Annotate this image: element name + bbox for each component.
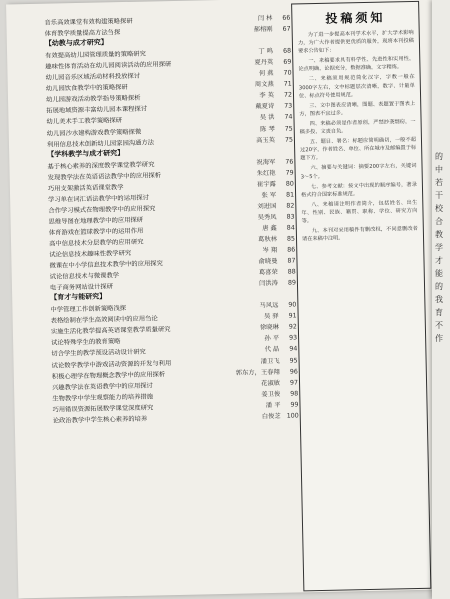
toc-entry-author: 李 英 bbox=[259, 92, 275, 100]
toc-entry-author: 潘 平 bbox=[265, 401, 281, 409]
toc-entry-title: 实施生活化教学提高英语课堂教学质量研究 bbox=[50, 326, 171, 336]
toc-entry-page: 90 bbox=[288, 301, 297, 309]
notice-paragraph: 三、文中图表应清晰，图题、表题置于图表上方，图表不宜过多。 bbox=[299, 100, 416, 118]
toc-entry-page: 96 bbox=[289, 367, 298, 376]
toc-section-heading: 【学科教学与成才研究】 bbox=[47, 148, 125, 159]
toc-entry-title: 体育游戏在篮球教学中的运用作用 bbox=[48, 227, 144, 237]
toc-entry-title: 高中信息技术分层教学的应用研究 bbox=[49, 238, 144, 248]
toc-entry-title: 基于核心素养的深度教学课堂教学研究 bbox=[47, 161, 155, 171]
toc-entry-page: 88 bbox=[287, 268, 296, 276]
toc-entry-page: 75 bbox=[284, 136, 294, 144]
toc-entry-author: 岑 翔 bbox=[262, 246, 278, 255]
toc-entry-page: 87 bbox=[287, 257, 296, 265]
toc-entry-title: 利用信息技术创新幼儿园家园沟通方法 bbox=[46, 138, 155, 149]
toc-entry-title: 试论信息技术趣味性教学研究 bbox=[49, 249, 132, 259]
toc-entry-author: 崔宇露 bbox=[256, 180, 276, 189]
toc-entry-page: 68 bbox=[283, 47, 292, 55]
toc-entry-title: 趣味性体育活动在幼儿园阅读活动的应用探研 bbox=[45, 61, 172, 71]
toc-entry-author: 丁 鸣 bbox=[258, 48, 274, 56]
toc-entry-title: 论政治教学中学生核心素养的培养 bbox=[52, 415, 148, 425]
toc-entry-page: 93 bbox=[289, 334, 298, 343]
toc-entry-author: 朱红艳 bbox=[256, 169, 276, 177]
toc-entry-page: 71 bbox=[283, 80, 292, 89]
toc-entry-page: 70 bbox=[283, 69, 292, 77]
toc-entry-title: 幼儿美术手工教学策略探研 bbox=[46, 117, 123, 127]
toc-entry-title: 试论数学教学中游戏活动资源的开发与利用 bbox=[51, 359, 172, 370]
submission-notice-box bbox=[291, 1, 431, 592]
toc-entry-page: 81 bbox=[286, 191, 295, 199]
toc-entry-page: 91 bbox=[288, 312, 297, 320]
toc-entry-page: 83 bbox=[286, 213, 295, 221]
notice-paragraph: 八、来稿请注明作者简介，包括姓名、出生年、性别、民族、籍贯、职称、学位、研究方向等。 bbox=[301, 199, 418, 225]
toc-entry-author: 戴夏诗 bbox=[255, 103, 275, 111]
toc-entry-page: 86 bbox=[287, 246, 296, 254]
notice-body bbox=[293, 29, 423, 244]
toc-entry-page: 66 bbox=[282, 14, 291, 22]
toc-entry-page: 92 bbox=[288, 323, 297, 331]
toc-entry-page: 82 bbox=[286, 202, 295, 210]
toc-entry-title: 音乐高效课堂有效构建策略探研 bbox=[44, 17, 133, 27]
toc-entry-author: 周文燕 bbox=[254, 81, 274, 89]
toc-section-heading: 【幼教与成才研究】 bbox=[44, 38, 108, 48]
toc-entry-author: 何 燕 bbox=[258, 70, 274, 78]
toc-entry-title: 思维导图在地理教学中的应用探研 bbox=[48, 216, 144, 226]
toc-entry-title: 幼儿园音乐区域活动材料投放探讨 bbox=[45, 72, 141, 82]
toc-entry-author: 葛秋林 bbox=[258, 235, 278, 244]
toc-entry-page: 99 bbox=[290, 401, 299, 409]
toc-entry-author: 潘卫飞 bbox=[260, 357, 280, 365]
toc-entry-author: 郝榕刚 bbox=[253, 25, 273, 34]
toc-entry-author: 闫洪涛 bbox=[258, 280, 279, 288]
toc-entry-page: 79 bbox=[285, 169, 294, 177]
toc-entry-page: 69 bbox=[283, 58, 292, 66]
toc-entry-author: 夏丹英 bbox=[254, 59, 274, 67]
toc-entry-title: 切合学生的教学预设活动设计研究 bbox=[51, 349, 146, 359]
toc-entry-title: 学习单在词汇语法教学中的运用探讨 bbox=[48, 194, 149, 204]
toc-entry-author: 徐晓琳 bbox=[259, 324, 279, 332]
toc-entry-page: 89 bbox=[287, 279, 297, 287]
toc-entry-title: 拓展地域资源丰富幼儿园本课程探讨 bbox=[46, 105, 148, 116]
toc-entry-title: 电子商务网站设计探研 bbox=[49, 283, 114, 292]
toc-entry-title: 幼儿园沙水建构游戏教学策略探微 bbox=[46, 128, 142, 138]
notice-paragraph: 四、来稿必须是作者原创，严禁抄袭剽窃，一稿多投，文责自负。 bbox=[299, 118, 416, 136]
toc-section-heading: 【育才与能研究】 bbox=[50, 292, 107, 302]
toc-entry-title: 微课在中小学信息技术教学中的应用探究 bbox=[49, 260, 163, 270]
toc-entry-author: 唐 鑫 bbox=[262, 224, 277, 233]
toc-entry-page: 76 bbox=[285, 158, 294, 166]
toc-entry-title: 兴趣教学法在英语教学中的应用探讨 bbox=[52, 382, 153, 392]
toc-entry-page: 97 bbox=[289, 379, 299, 387]
toc-entry-page: 80 bbox=[285, 180, 294, 188]
toc-entry-title: 幼儿园饮食教学中的策略探研 bbox=[45, 84, 128, 93]
toc-entry-page: 74 bbox=[284, 113, 293, 122]
toc-entry-author: 闫 林 bbox=[257, 14, 273, 23]
toc-entry-title: 体育教学质量提高方法刍探 bbox=[44, 29, 121, 38]
notice-paragraph: 七、参考文献：按文中出现的顺序编号，著录格式符合国家标准规范。 bbox=[301, 181, 417, 199]
notice-paragraph: 六、摘要与关键词：摘要200字左右，关键词3～5个。 bbox=[300, 163, 417, 180]
toc-entry-author: 马风远 bbox=[259, 302, 279, 310]
toc-entry-page: 73 bbox=[284, 102, 293, 111]
toc-entry-title: 生物教学中学生观察能力的培养措施 bbox=[52, 393, 154, 403]
toc-entry-title: 试论特殊学生的教育策略 bbox=[51, 338, 121, 348]
toc-entry-title: 试论信息技术与微课教学 bbox=[49, 272, 120, 281]
toc-entry-title: 中学管理工作创新策略浅探 bbox=[50, 305, 127, 314]
toc-entry-author: 吴 驿 bbox=[263, 313, 279, 321]
toc-entry-author: 花淑敏 bbox=[261, 379, 281, 387]
toc-entry-page: 85 bbox=[286, 235, 296, 243]
journal-page bbox=[6, 0, 446, 598]
notice-paragraph: 九、本刊对采用稿件有删改权，不同意删改者请在来稿中注明。 bbox=[301, 225, 418, 243]
toc-entry-page: 94 bbox=[289, 345, 298, 354]
toc-entry-title: 巧用错误资源拓展数学课堂深度研究 bbox=[52, 404, 154, 414]
toc-entry-author: 吴秀凤 bbox=[257, 213, 277, 222]
toc-entry-page: 84 bbox=[286, 224, 295, 232]
toc-entry-title: 发现教学法在英语语法教学中的应用探析 bbox=[47, 171, 162, 182]
toc-entry-author: 俞晓曼 bbox=[258, 257, 278, 266]
toc-entry-author: 白俊芝 bbox=[261, 412, 281, 420]
toc-entry-title: 巧用支架激活英语课堂教学 bbox=[47, 183, 124, 193]
adjacent-page-edge bbox=[432, 0, 450, 599]
toc-entry-page: 75 bbox=[284, 125, 293, 133]
toc-entry-author: 高玉英 bbox=[255, 136, 276, 144]
toc-entry-author: 刘进国 bbox=[257, 202, 277, 211]
adjacent-page-text: 的中若干校合教学才能的我育不作 bbox=[435, 152, 443, 343]
toc-entry-page: 67 bbox=[282, 25, 291, 33]
toc-entry-title: 表格绘制在学生高效阅读中的应用刍论 bbox=[50, 315, 158, 325]
toc-entry-author: 郭东方，王春翔 bbox=[235, 368, 280, 377]
toc-entry-page: 95 bbox=[289, 356, 298, 365]
toc-entry-title: 有效提高幼儿园管理质量的策略研究 bbox=[45, 50, 146, 60]
toc-entry-author: 张 军 bbox=[261, 191, 277, 199]
notice-paragraph: 一、来稿要求具有科学性、先进性和实用性，论点明确，论据充分，数据准确，文字精炼。 bbox=[298, 56, 415, 73]
toc-entry-page: 100 bbox=[286, 412, 299, 420]
toc-entry-author: 孙 平 bbox=[264, 335, 280, 343]
toc-entry-page: 98 bbox=[290, 390, 299, 398]
toc-entry-author: 祝海军 bbox=[256, 158, 276, 166]
toc-entry-author: 代 晶 bbox=[264, 346, 280, 354]
toc-entry-author: 陈 琴 bbox=[260, 125, 275, 133]
toc-entry-page: 72 bbox=[283, 91, 293, 100]
toc-entry-author: 葛喜荣 bbox=[258, 268, 278, 277]
toc-entry-title: 幼儿园游戏活动教学指导策略探析 bbox=[45, 95, 141, 105]
toc-entry-author: 姜卫俊 bbox=[261, 390, 281, 398]
notice-paragraph: 五、题目、署名：标题应简明确切，一般不超过20字，作者姓名、单位、所在城市及邮编置于标题下方。 bbox=[300, 137, 417, 162]
notice-paragraph: 为了进一步提高本刊学术水平，扩大学术影响力，为广大作者提供更优质的服务，现将本刊投稿要求公告如下： bbox=[297, 29, 414, 55]
notice-title: 投稿须知 bbox=[325, 10, 386, 26]
table-of-contents bbox=[44, 11, 299, 425]
toc-entry-author: 吴 洪 bbox=[259, 114, 275, 122]
toc-entry-title: 积极心理学在物理概念教学中的应用探析 bbox=[51, 370, 166, 381]
notice-paragraph: 二、来稿须用规范简化汉字，字数一般在3000字左右，文中标题层次清晰，数字、计量单位、标点符号使用规范。 bbox=[298, 74, 415, 100]
toc-entry-title: 合作学习模式在物理教学中的应用探究 bbox=[48, 205, 156, 215]
